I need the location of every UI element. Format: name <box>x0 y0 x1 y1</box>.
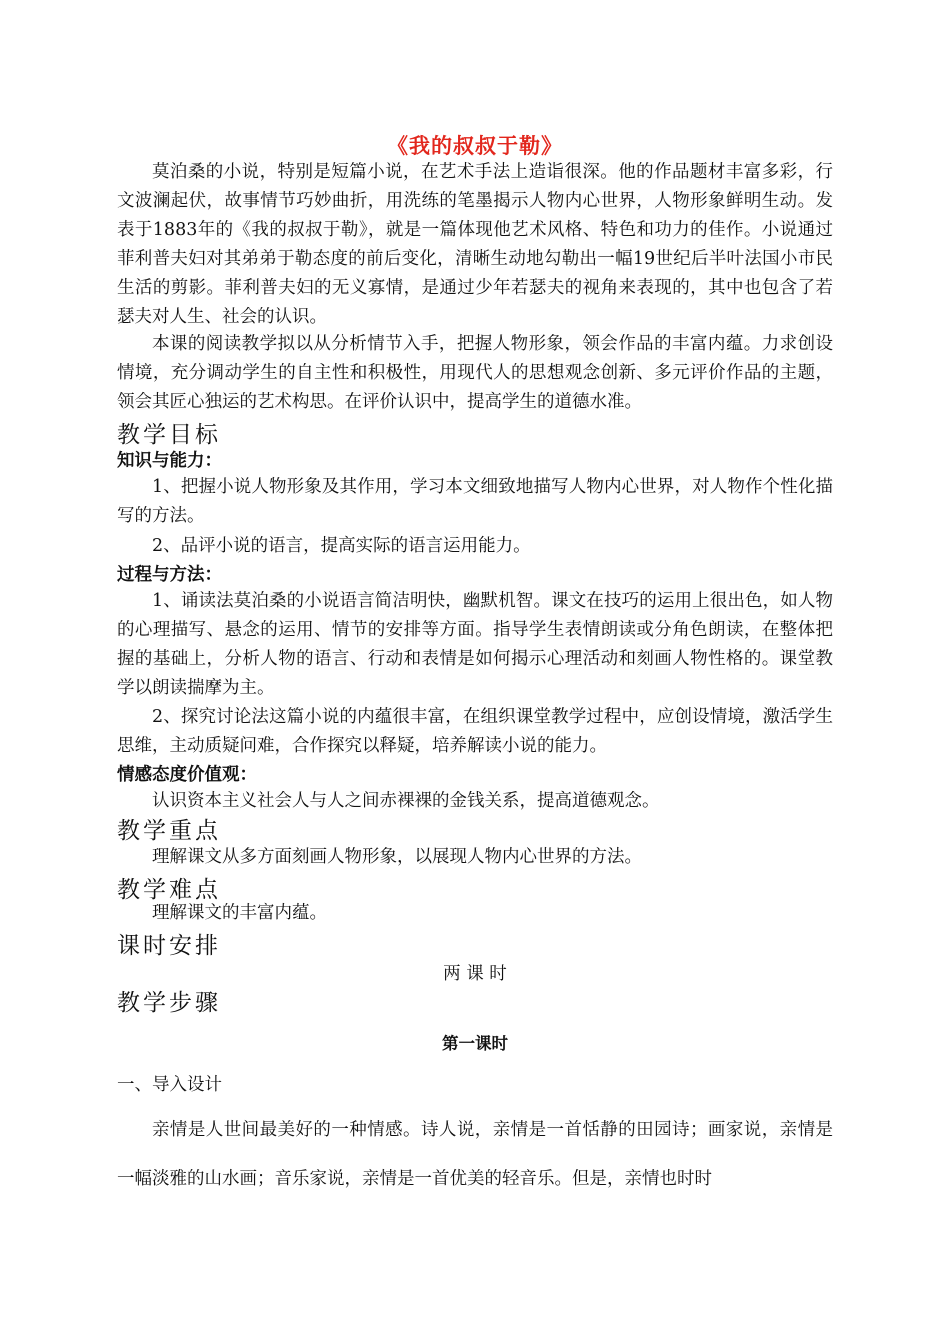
lesson-title: 第一课时 <box>442 1034 508 1053</box>
intro-design-paragraph: 亲情是人世间最美好的一种情感。诗人说，亲情是一首恬静的田园诗；画家说，亲情是一幅淡雅的山水画；音乐家说，亲情是一首优美的轻音乐。但是，亲情也时时 <box>117 1120 833 1189</box>
schedule-heading: 课时安排 <box>117 933 221 959</box>
difficulties-heading: 教学难点 <box>117 877 221 903</box>
knowledge-item-1: 1、把握小说人物形象及其作用，学习本文细致地描写人物内心世界，对人物作个性化描写的方法。 <box>117 477 833 526</box>
schedule-text: 两 课 时 <box>443 964 507 984</box>
process-item-1: 1、诵读法莫泊桑的小说语言简洁明快，幽默机智。课文在技巧的运用上很出色，如人物的心理描写、悬念的运用、情节的安排等方面。指导学生表情朗读或分角色朗读，在整体把握的基础上，分析人物的语言、行动和表情是如何揭示心理活动和刻画人物性格的。课堂教学以朗读揣摩为主。 <box>117 591 833 698</box>
key-points-heading: 教学重点 <box>117 818 221 844</box>
section-title: 一、导入设计 <box>117 1075 222 1095</box>
difficulties-text: 理解课文的丰富内蕴。 <box>152 903 327 923</box>
key-points-text: 理解课文从多方面刻画人物形象，以展现人物内心世界的方法。 <box>152 847 642 867</box>
emotion-item-1: 认识资本主义社会人与人之间赤裸裸的金钱关系，提高道德观念。 <box>152 791 660 811</box>
document-title: 《我的叔叔于勒》 <box>387 133 563 158</box>
process-item-2: 2、探究讨论法这篇小说的内蕴很丰富，在组织课堂教学过程中，应创设情境，激活学生思维，主动质疑问难，合作探究以释疑，培养解读小说的能力。 <box>117 707 833 756</box>
emotion-label: 情感态度价值观： <box>117 765 257 785</box>
intro-paragraph-1: 莫泊桑的小说，特别是短篇小说，在艺术手法上造诣很深。他的作品题材丰富多彩，行文波澜起伏，故事情节巧妙曲折，用洗练的笔墨揭示人物内心世界，人物形象鲜明生动。发表于1883年的《我的叔叔于勒》，就是一篇体现他艺术风格、特色和功力的佳作。小说通过菲利普夫妇对其弟弟于勒态度的前后变化，清晰生动地勾勒出一幅19世纪后半叶法国小市民生活的剪影。菲利普夫妇的无义寡情，是通过少年若瑟夫的视角来表现的，其中也包含了若瑟夫对人生、社会的认识。 <box>117 162 833 327</box>
knowledge-item-2: 2、品评小说的语言，提高实际的语言运用能力。 <box>152 536 531 556</box>
goals-heading: 教学目标 <box>117 422 221 448</box>
intro-paragraph-2: 本课的阅读教学拟以从分析情节入手，把握人物形象，领会作品的丰富内蕴。力求创设情境，充分调动学生的自主性和积极性，用现代人的思想观念创新、多元评价作品的主题，领会其匠心独运的艺术构思。在评价认识中，提高学生的道德水准。 <box>117 334 833 412</box>
knowledge-label: 知识与能力： <box>117 451 222 471</box>
process-label: 过程与方法： <box>117 565 222 585</box>
steps-heading: 教学步骤 <box>117 990 221 1016</box>
